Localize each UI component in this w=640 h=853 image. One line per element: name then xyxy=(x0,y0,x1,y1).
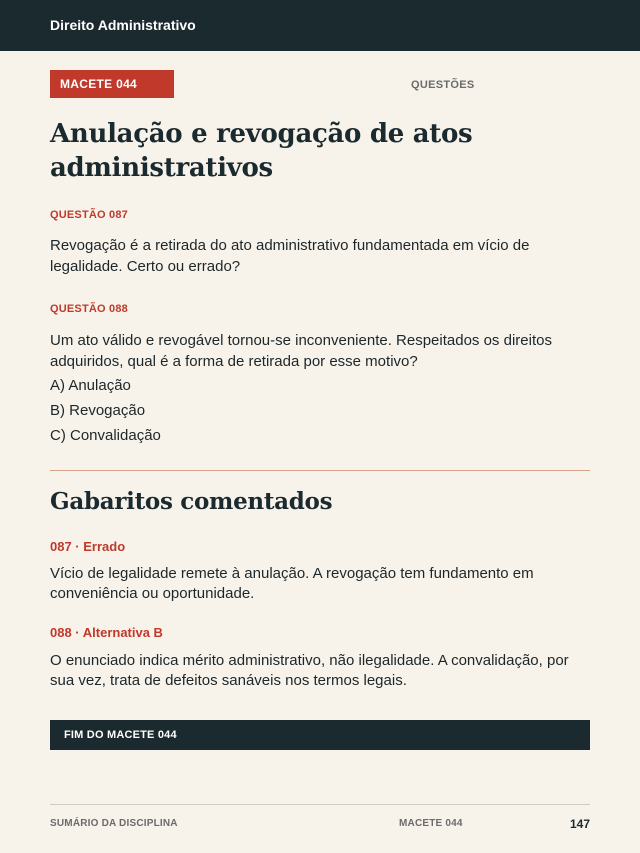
answers-heading: Gabaritos comentados xyxy=(50,488,333,515)
option-b: B) Revogação xyxy=(50,402,146,419)
section-divider xyxy=(50,470,590,471)
option-a: A) Anulação xyxy=(50,377,131,394)
question-label: QUESTÃO 088 xyxy=(50,303,129,315)
answer-label: 087 · Errado xyxy=(50,539,126,554)
option-c: C) Convalidação xyxy=(50,427,161,444)
answer-label: 088 · Alternativa B xyxy=(50,625,163,640)
header-bar xyxy=(0,0,640,51)
end-bar xyxy=(50,720,590,750)
page-title: Anulação e revogação de atos administrativos xyxy=(50,119,473,183)
page-number: 147 xyxy=(569,817,590,831)
answer-text: O enunciado indica mérito administrativo, não ilegalidade. A convalidação, por sua vez, trata de defeitos sanáveis nos termos legais. xyxy=(50,652,569,689)
footer-section: MACETE 044 xyxy=(399,818,463,829)
answer-text: Vício de legalidade remete à anulação. A revogação tem fundamento em conveniência ou oportunidade. xyxy=(50,565,534,602)
section-label: QUESTÕES xyxy=(411,79,475,91)
subject-title: Direito Administrativo xyxy=(50,17,196,33)
question-text: Revogação é a retirada do ato administrativo fundamentada em vício de legalidade. Certo ou errado? xyxy=(50,237,530,275)
question-text: Um ato válido e revogável tornou-se inconveniente. Respeitados os direitos adquiridos, qual é a forma de retirada por esse motivo? xyxy=(50,332,552,370)
question-label: QUESTÃO 087 xyxy=(50,209,129,221)
footer-summary-link[interactable]: SUMÁRIO DA DISCIPLINA xyxy=(50,818,178,829)
end-bar-label: FIM DO MACETE 044 xyxy=(64,729,177,741)
footer-divider xyxy=(50,804,590,805)
macete-badge: MACETE 044 xyxy=(50,70,174,98)
